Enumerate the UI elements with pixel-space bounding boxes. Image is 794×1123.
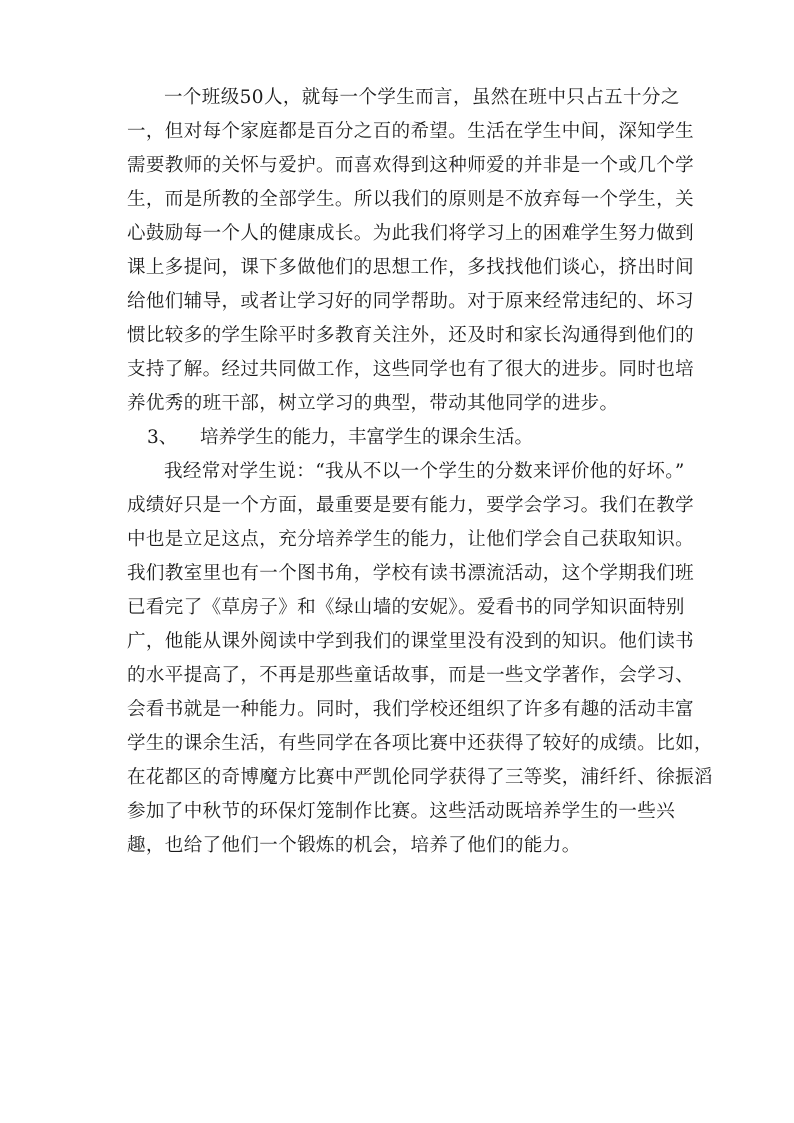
paragraph-2-line: 趣，也给了他们一个锻炼的机会，培养了他们的能力。 <box>127 835 581 856</box>
paragraph-2-line: 我们教室里也有一个图书角，学校有读书漂流活动，这个学期我们班 <box>127 563 695 584</box>
paragraph-2-line: 参加了中秋节的环保灯笼制作比赛。这些活动既培养学生的一些兴 <box>127 801 676 822</box>
paragraph-1-line: 支持了解。经过共同做工作，这些同学也有了很大的进步。同时也培 <box>127 359 695 380</box>
document-body <box>127 81 713 863</box>
paragraph-2-line: 在花都区的奇博魔方比赛中严凯伦同学获得了三等奖，浦纤纤、徐振滔 <box>127 767 713 788</box>
paragraph-2-line: 我经常对学生说：“我从不以一个学生的分数来评价他的好坏。” <box>164 461 685 482</box>
paragraph-2-line: 会看书就是一种能力。同时，我们学校还组织了许多有趣的活动丰富 <box>127 699 695 720</box>
paragraph-2-line: 中也是立足这点，充分培养学生的能力，让他们学会自己获取知识。 <box>127 529 695 550</box>
paragraph-1-line: 课上多提问，课下多做他们的思想工作，多找找他们谈心，挤出时间 <box>127 257 695 278</box>
paragraph-1-line: 一个班级50人，就每一个学生而言，虽然在班中只占五十分之 <box>164 87 680 108</box>
paragraph-2-line: 的水平提高了，不再是那些童话故事，而是一些文学著作，会学习、 <box>127 665 695 686</box>
paragraph-2-line: 广，他能从课外阅读中学到我们的课堂里没有没到的知识。他们读书 <box>127 631 695 652</box>
paragraph-2-line: 已看完了《草房子》和《绿山墙的安妮》。爱看书的同学知识面特别 <box>127 597 685 618</box>
paragraph-1-line: 养优秀的班干部，树立学习的典型，带动其他同学的进步。 <box>127 393 619 414</box>
paragraph-1-line: 生，而是所教的全部学生。所以我们的原则是不放弃每一个学生，关 <box>127 189 695 210</box>
paragraph-2-line: 成绩好只是一个方面，最重要是要有能力，要学会学习。我们在教学 <box>127 495 695 516</box>
section-title: 培养学生的能力，丰富学生的课余生活。 <box>200 427 534 448</box>
paragraph-2-line: 学生的课余生活，有些同学在各项比赛中还获得了较好的成绩。比如， <box>127 733 713 754</box>
paragraph-1-line: 一，但对每个家庭都是百分之百的希望。生活在学生中间，深知学生 <box>127 121 695 142</box>
paragraph-1-line: 心鼓励每一个人的健康成长。为此我们将学习上的困难学生努力做到 <box>127 223 695 244</box>
paragraph-1-line: 给他们辅导，或者让学习好的同学帮助。对于原来经常违纪的、坏习 <box>127 291 695 312</box>
paragraph-1-line: 需要教师的关怀与爱护。而喜欢得到这种师爱的并非是一个或几个学 <box>127 155 695 176</box>
section-heading <box>127 421 677 455</box>
paragraph-1-line: 惯比较多的学生除平时多教育关注外，还及时和家长沟通得到他们的 <box>127 325 695 346</box>
section-number: 3、 <box>147 427 178 448</box>
